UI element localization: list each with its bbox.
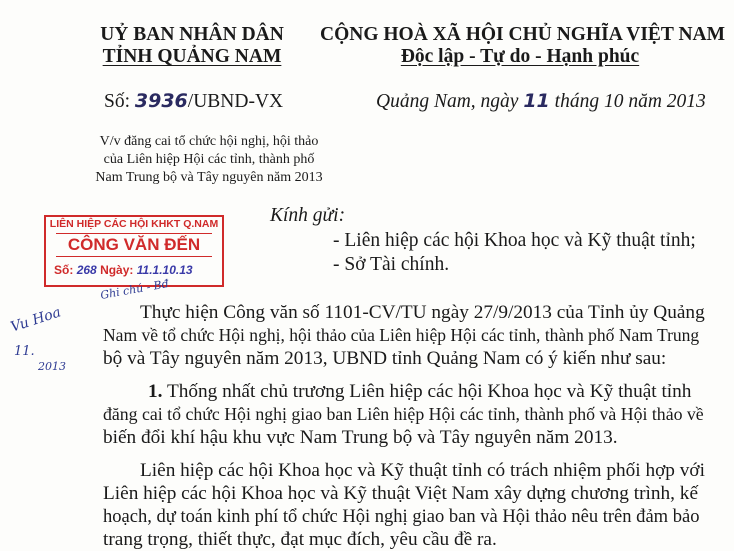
document-date [376, 90, 706, 113]
recipient-2: - Sở Tài chính. [333, 254, 450, 275]
stamp-number-label: Số: [54, 263, 74, 277]
p2-line3: hoạch, dự toán kinh phí tổ chức Hội nghị giao ban và Hội thảo nêu trên đảm bảo [103, 506, 700, 527]
body-intro-line2: Nam về tổ chức Hội nghị, hội thảo của Liên hiệp Hội các tỉnh, thành phố Nam Trung [103, 325, 700, 345]
date-day-handwritten: 11 [523, 90, 550, 112]
issuer-name-line1: UỶ BAN NHÂN DÂN [100, 24, 284, 45]
stamp-organization: LIÊN HIỆP CÁC HỘI KHKT Q.NAM [49, 218, 219, 230]
p2-line1: Liên hiệp các hội Khoa học và Kỹ thuật tỉnh có trách nhiệm phối hợp với [140, 460, 705, 481]
item1-line1 [148, 381, 707, 403]
handwritten-margin-date: 11. [14, 344, 35, 359]
subject-line2: của Liên hiệp Hội các tỉnh, thành phố [103, 152, 315, 167]
body-intro-line3: bộ và Tây nguyên năm 2013, UBND tỉnh Quảng Nam có ý kiến như sau: [103, 348, 667, 369]
stamp-date-value: 11.1.10.13 [136, 263, 193, 277]
date-prefix: Quảng Nam, ngày [376, 91, 524, 112]
doc-number-handwritten: 3936 [134, 90, 188, 112]
stamp-details [54, 263, 193, 277]
doc-number-prefix: Số: [104, 91, 135, 112]
p2-line4: trang trọng, thiết thực, đạt mục đích, yêu cầu đề ra. [103, 529, 497, 550]
recipients-greeting: Kính gửi: [270, 205, 346, 226]
item1-number: 1. [148, 381, 163, 402]
item1-line3: biến đổi khí hậu khu vực Nam Trung bộ và Tây nguyên năm 2013. [103, 427, 618, 448]
issuer-name-line2 [82, 46, 302, 67]
incoming-document-stamp [44, 215, 224, 287]
national-motto-wrap [320, 46, 720, 67]
stamp-title: CÔNG VĂN ĐẾN [56, 233, 212, 257]
doc-number-suffix: /UBND-VX [187, 91, 284, 112]
subject-line1: V/v đăng cai tổ chức hội nghị, hội thảo [99, 134, 319, 149]
issuer-province: TỈNH QUẢNG NAM [102, 46, 282, 67]
national-motto: Độc lập - Tự do - Hạnh phúc [400, 46, 640, 67]
document-number [104, 90, 283, 113]
date-rest: tháng 10 năm 2013 [549, 91, 706, 112]
stamp-number-value: 268 [76, 263, 97, 277]
stamp-date-label: Ngày: [100, 263, 134, 277]
body-intro-line1: Thực hiện Công văn số 1101-CV/TU ngày 27/9/2013 của Tỉnh ủy Quảng [140, 302, 705, 323]
national-title: CỘNG HOÀ XÃ HỘI CHỦ NGHĨA VIỆT NAM [320, 24, 726, 45]
handwritten-top-note: Ghi chú - Bđ [99, 277, 170, 302]
handwritten-margin-year: 2013 [38, 360, 66, 373]
p2-line2: Liên hiệp các hội Khoa học và Kỹ thuật Việt Nam xây dựng chương trình, kế [103, 483, 699, 504]
subject-line3: Nam Trung bộ và Tây nguyên năm 2013 [95, 170, 323, 185]
recipient-1: - Liên hiệp các hội Khoa học và Kỹ thuật tỉnh; [333, 230, 696, 251]
handwritten-margin-note: Vu Hoa [8, 304, 63, 336]
item1-line2: đăng cai tổ chức Hội nghị giao ban Liên hiệp Hội các tỉnh, thành phố và Hội thảo về [103, 404, 704, 424]
item1-text: Thống nhất chủ trương Liên hiệp các hội Khoa học và Kỹ thuật tỉnh [162, 381, 692, 402]
